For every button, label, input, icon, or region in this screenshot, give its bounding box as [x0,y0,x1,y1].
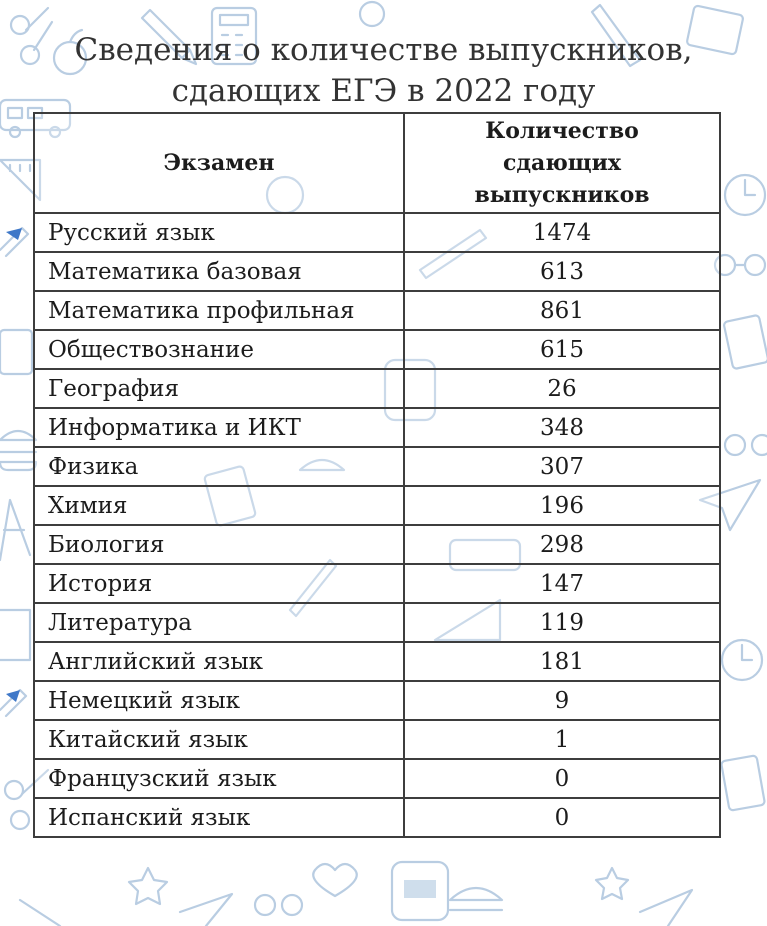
heart-icon [313,864,357,896]
exam-count: 0 [404,759,720,798]
exam-count: 1474 [404,213,720,252]
header-count-line: сдающих [502,150,622,176]
paper-plane-icon [640,890,692,926]
burger-icon [0,431,36,470]
title-line-2: сдающих ЕГЭ в 2022 году [171,73,596,109]
table-row [34,564,720,603]
table-row [34,681,720,720]
backpack-icon [392,862,448,920]
exam-name: Китайский язык [34,720,404,759]
header-exam: Экзамен [34,113,404,213]
compass-icon [0,500,30,560]
exam-name: Литература [34,603,404,642]
page-title [0,30,767,112]
apple-icon [360,2,384,26]
exam-name: Испанский язык [34,798,404,837]
table-header-row [34,113,720,213]
calculator-icon [723,315,767,369]
glasses-icon [725,435,767,455]
exam-name: Информатика и ИКТ [34,408,404,447]
table-row [34,798,720,837]
clock-icon [725,175,765,215]
title-line-1: Сведения о количестве выпускников, [74,32,693,68]
star-icon [596,868,628,899]
exam-count: 9 [404,681,720,720]
table-row [34,447,720,486]
exam-count: 307 [404,447,720,486]
table-row [34,720,720,759]
exam-count: 0 [404,798,720,837]
clock-icon [722,640,762,680]
pencil-icon [20,900,60,926]
book-icon [0,610,30,660]
table-row [34,408,720,447]
header-count [404,113,720,213]
table-row [34,603,720,642]
exam-name: Русский язык [34,213,404,252]
exam-table [33,112,721,838]
exam-name: Обществознание [34,330,404,369]
exam-name: Французский язык [34,759,404,798]
header-count-line: выпускников [474,182,650,208]
calculator-icon [0,330,32,374]
exam-count: 298 [404,525,720,564]
exam-count: 1 [404,720,720,759]
exam-count: 181 [404,642,720,681]
pencil-icon [0,690,26,716]
exam-name: Химия [34,486,404,525]
header-count-line: Количество [485,118,639,144]
table-row [34,642,720,681]
exam-count: 613 [404,252,720,291]
exam-name: Математика профильная [34,291,404,330]
burger-icon [450,888,502,910]
exam-count: 147 [404,564,720,603]
glasses-icon [715,255,765,275]
exam-name: География [34,369,404,408]
paper-plane-icon [180,894,232,926]
exam-count: 348 [404,408,720,447]
exam-count: 26 [404,369,720,408]
table-row [34,213,720,252]
exam-count: 615 [404,330,720,369]
exam-name: Физика [34,447,404,486]
table-row [34,291,720,330]
exam-count: 196 [404,486,720,525]
glasses-icon [255,895,302,915]
calculator-icon [721,755,765,810]
exam-name: Немецкий язык [34,681,404,720]
table-row [34,369,720,408]
table-row [34,759,720,798]
exam-name: История [34,564,404,603]
star-icon [129,868,167,904]
exam-count: 861 [404,291,720,330]
table-row [34,330,720,369]
exam-name: Биология [34,525,404,564]
table-row [34,486,720,525]
table-row [34,525,720,564]
exam-name: Английский язык [34,642,404,681]
pencil-icon [0,228,28,256]
exam-name: Математика базовая [34,252,404,291]
table-row [34,252,720,291]
exam-count: 119 [404,603,720,642]
